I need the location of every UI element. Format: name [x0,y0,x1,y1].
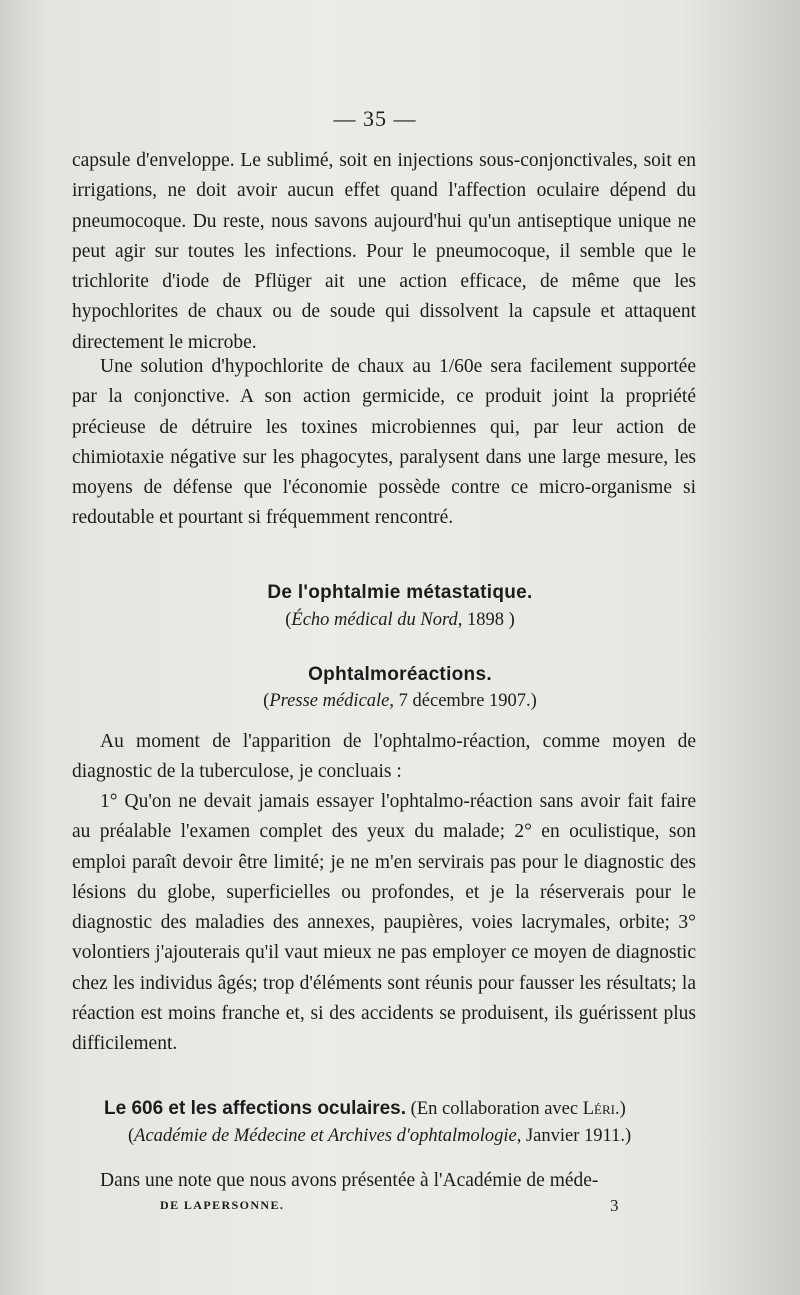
citation-journal: Presse médicale [269,691,390,711]
citation-journal: Écho médical du Nord [291,610,458,630]
citation-journal: Académie de Médecine et Archives d'ophtalmologie [134,1126,517,1146]
citation-rest: , Janvier 1911.) [516,1126,632,1146]
paragraph-note-text: Dans une note que nous avons présentée à l'Académie de méde- [100,1170,599,1191]
citation-open: ( [128,1126,135,1146]
paragraph-hypochlorite [72,352,696,534]
collab-text: (En collaboration avec [410,1099,579,1119]
collab-name: Léri [582,1099,615,1119]
citation-rest: , 7 décembre 1907.) [389,691,537,711]
citation-presse-medicale [0,691,800,712]
citation-academie [128,1126,631,1147]
paragraph-apparition [72,727,696,788]
footer-author: DE LAPERSONNE. [160,1198,285,1212]
section-title-ophtalmoreactions: Ophtalmoréactions. [308,664,492,685]
paragraph-hypochlorite-text: Une solution d'hypochlorite de chaux au 1/60e sera facilement supportée par la conjonctive. A son action germicide, ce produit joint la propriété précieuse de détruire les toxines microbiennes qui, par leur action de chimiotaxie négative sur les phagocytes, paralysent dans une large mesure, les moyens de défense que l'économie possède contre ce micro-organisme si redoutable et pourtant si fréquemment rencontré. [72,356,696,529]
page-number: — 35 — [333,106,417,131]
paragraph-note [72,1166,696,1196]
paragraph-conclusions [72,787,696,1060]
citation-open: ( [263,691,270,711]
paragraph-conclusions-text: 1° Qu'on ne devait jamais essayer l'ophtalmo-réaction sans avoir fait faire au préalable l'examen complet des yeux du malade; 2° en oculistique, son emploi paraît devoir être limité; je ne m'en servirais pas pour le diagnostic des lésions du globe, superficielles ou profondes, et je la réserverais pour le diagnostic des maladies des annexes, paupières, voies lacrymales, orbite; 3° volontiers j'ajouterais qu'il vaut mieux ne pas employer ce moyen de diagnostic chez les individus âgés; trop d'éléments sont réunis pour fausser les résultats; la réaction est moins franche et, si des accidents se produisent, ils guérissent plus difficilement. [72,791,696,1055]
paragraph-capsule: capsule d'enveloppe. Le sublimé, soit en injections sous-conjonctivales, soit en irrigations, ne doit avoir aucun effet quand l'affection oculaire dépend du pneumocoque. Du reste, nous savons aujourd'hui qu'un antiseptique unique ne peut agir sur toutes les infections. Pour le pneumocoque, il semble que le trichlorite d'iode de Pflüger ait une action efficace, de même que les hypochlorites de chaux ou de soude qui dissolvent la capsule et attaquent directement le microbe. [72,150,696,353]
footer-signature-mark: 3 [610,1196,619,1215]
citation-echo-medical [0,610,800,631]
section-title-ophtalmie: De l'ophtalmie métastatique. [267,582,533,603]
citation-rest: , 1898 ) [457,610,515,630]
section-title-606 [104,1098,704,1120]
paragraph-apparition-text: Au moment de l'apparition de l'ophtalmo-réaction, comme moyen de diagnostic de la tuberculose, je concluais : [72,731,696,783]
section-title-606-text: Le 606 et les affections oculaires. [104,1098,407,1119]
citation-open: ( [285,610,292,630]
collab-end: .) [614,1099,626,1119]
